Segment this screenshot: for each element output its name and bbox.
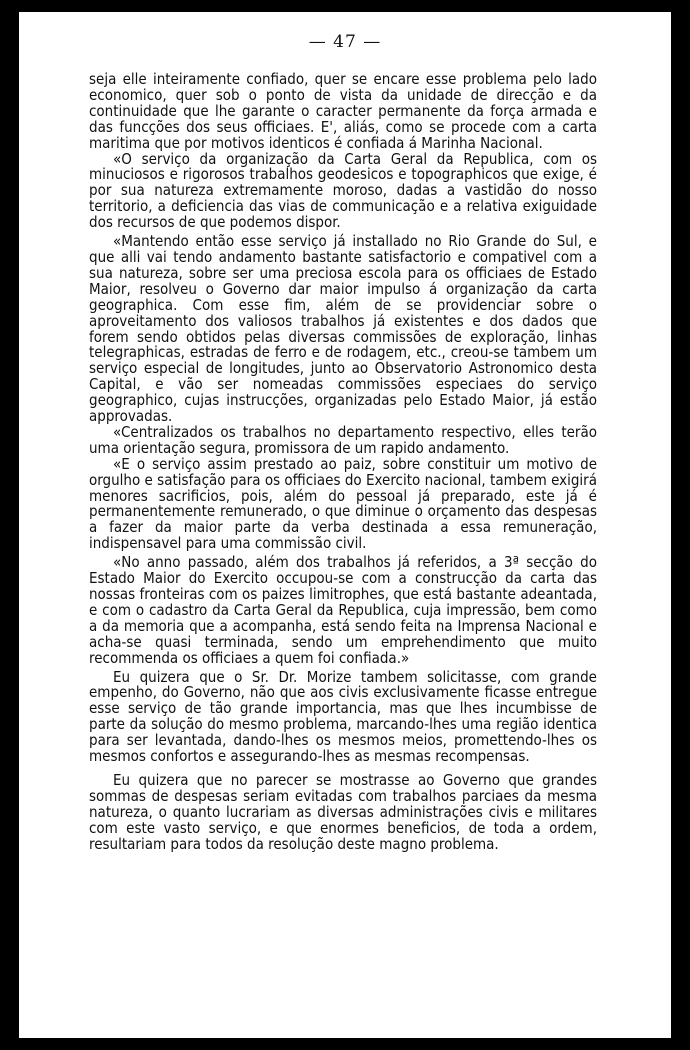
paragraph-6: «No anno passado, além dos trabalhos já referidos, a 3ª secção do Estado Maior do Exercito occupou-se com a construcção da carta das nossas fronteiras com os paizes limitrophes, que está bastante adeantada, e com o cadastro da Carta Geral da Republica, cuja impressão, bem como a da memoria que a acompanha, está sendo feita na Imprensa Nacional e acha-se quasi terminada, sendo um emprehendimento que muito recommenda os officiaes a quem foi confiada.» — [89, 553, 597, 667]
paragraph-7: Eu quizera que o Sr. Dr. Morize tambem solicitasse, com grande empenho, do Governo, não que aos civis exclusivamente ficasse entregue esse serviço de tão grande importancia, mas que lhes incumbisse de parte da solução do mesmo problema, marcando-lhes uma região identica para ser levantada, dando-lhes os mesmos meios, promettendo-lhes os mesmos confortos e assegurando-lhes as mesmas recompensas. — [89, 667, 597, 766]
paragraph-2: «O serviço da organização da Carta Geral da Republica, com os minuciosos e rigorosos trabalhos geodesicos e topographicos que exige, é por sua natureza extremamente moroso, dadas a vastidão do nosso territorio, a deficiencia das vias de communicação e a relativa exiguidade dos recursos de que podemos dispor. — [89, 149, 597, 232]
body-text — [89, 72, 597, 853]
paragraph-5: «E o serviço assim prestado ao paiz, sobre constituir um motivo de orgulho e satisfação para os officiaes do Exercito nacional, tambem exigirá menores sacrificios, pois, além do pessoal já preparado, este já é permanentemente remunerado, o que diminue o orçamento das despesas a fazer da maior parte da verba destinada a essa remuneração, indispensavel para uma commissão civil. — [89, 454, 597, 553]
page-number: — 47 — — [308, 32, 382, 52]
paragraph-4: «Centralizados os trabalhos no departamento respectivo, elles terão uma orientação segura, promissora de um rapido andamento. — [89, 422, 597, 457]
paragraph-8: Eu quizera que no parecer se mostrasse ao Governo que grandes sommas de despesas seriam evitadas com trabalhos parciaes da mesma natureza, o quanto lucrariam as diversas administrações civis e militares com este vasto serviço, e que enormes beneficios, de toda a ordem, resultariam para todos da resolução deste magno problema. — [89, 770, 597, 853]
document-page — [19, 12, 671, 1038]
paragraph-3: «Mantendo então esse serviço já installado no Rio Grande do Sul, e que alli vai tendo andamento bastante satisfactorio e compativel com a sua natureza, sobre ser uma preciosa escola para os officiaes de Estado Maior, resolveu o Governo dar maior impulso á organização da carta geographica. Com esse fim, além de se providenciar sobre o aproveitamento dos valiosos trabalhos já existentes e dos dados que forem sendo obtidos pelas diversas commissões de exploração, linhas telegraphicas, estradas de ferro e de rodagem, etc., creou-se tambem um serviço especial de longitudes, junto ao Observatorio Astronomico desta Capital, e vão ser nomeadas commissões especiaes do serviço geographico, cujas instrucções, organizadas pelo Estado Maior, já estão approvadas. — [89, 232, 597, 426]
paragraph-1: seja elle inteiramente confiado, quer se encare esse problema pelo lado economico, quer sob o ponto de vista da unidade de direcção e da continuidade que lhe garante o caracter permanente da força armada e das funcções dos seus officiaes. E', aliás, como se procede com a carta maritima que por motivos identicos é confiada á Marinha Nacional. — [89, 70, 597, 152]
